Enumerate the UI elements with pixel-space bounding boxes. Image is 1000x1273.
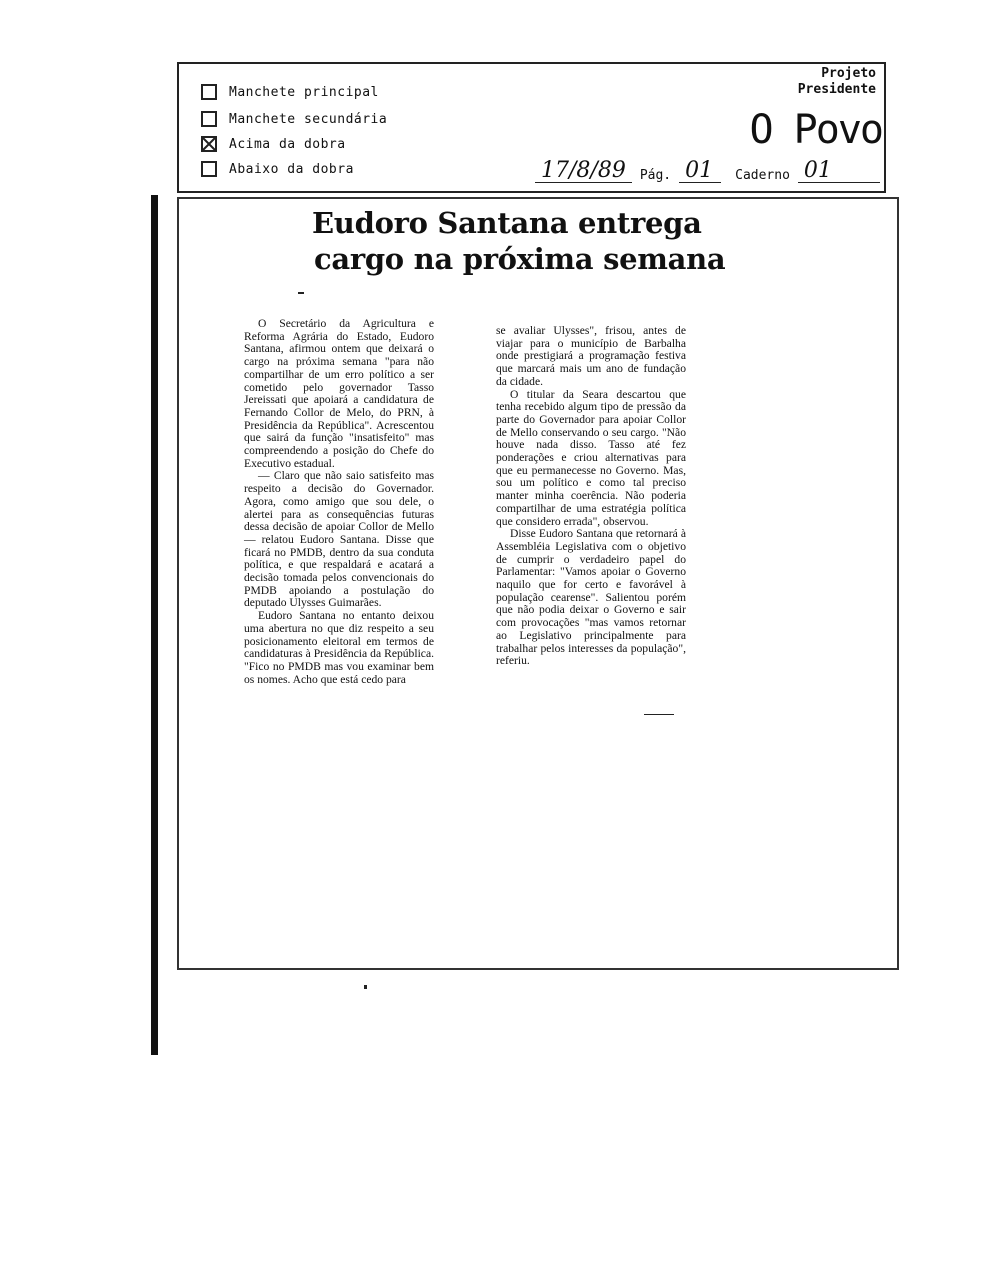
handwritten-section: 01 (798, 160, 880, 183)
headline-line-2: cargo na próxima semana (314, 242, 726, 276)
checkbox-row-below-fold[interactable] (201, 158, 354, 180)
newspaper-name: O Povo (749, 107, 882, 153)
checkbox-icon[interactable] (201, 161, 217, 177)
article-headline (312, 205, 732, 277)
checkbox-label: Manchete principal (229, 84, 379, 100)
paragraph: Eudoro Santana no entanto deixou uma abertura no que diz respeito a seu posicionamento eleitoral em termos de candidaturas à Presidência da República. "Fico no PMDB mas vou examinar bem os nomes. Acho que está cedo para (244, 609, 434, 686)
scan-speck (364, 985, 367, 989)
checkbox-row-above-fold[interactable] (201, 133, 346, 155)
checkbox-row-main-headline[interactable] (201, 81, 379, 103)
clipping-header (177, 62, 886, 193)
article-column-1 (244, 318, 434, 686)
handwritten-page: 01 (679, 160, 721, 183)
checkbox-row-secondary-headline[interactable] (201, 108, 387, 130)
headline-line-1: Eudoro Santana entrega (312, 206, 702, 240)
paragraph: — Claro que não saio satisfeito mas respeito a decisão do Governador. Agora, como amigo que sou dele, o alertei para as consequências futuras dessa decisão de apoiar Collor de Mello — relatou Eudoro Santana. Disse que ficará no PMDB, dentro da sua conduta política, e que respaldará e acatará a decisão tomada pelos convencionais do PMDB apoiando a postulação do deputado Ulysses Guimarães. (244, 469, 434, 610)
project-label (798, 66, 876, 98)
scan-speck (298, 292, 304, 294)
checkbox-label: Acima da dobra (229, 136, 346, 152)
article-column-2 (496, 325, 686, 668)
paragraph: Disse Eudoro Santana que retornará à Assembléia Legislativa com o objetivo de cumprir o verdadeiro papel do Parlamentar: "Vamos apoiar o Governo naquilo que for certo e favorável à população cearense". Salientou porém que não podia deixar o Governo e sair com provocações "mas vamos retornar ao Legislativo principalmente para trabalhar pelos interesses da população", referiu. (496, 527, 686, 668)
checkbox-icon[interactable] (201, 111, 217, 127)
date-page-line (535, 160, 880, 183)
page-label: Pág. (639, 168, 672, 183)
scan-edge-bar (151, 195, 158, 1055)
paragraph: se avaliar Ulysses", frisou, antes de viajar para o município de Barbalha onde prestigiará a programação festiva que marcará mais um ano de fundação da cidade. (496, 324, 686, 388)
project-line-1: Projeto (821, 66, 876, 81)
paragraph: O titular da Seara descartou que tenha recebido algum tipo de pressão da parte do Governador para apoiar Collor de Mello conservando o seu cargo. "Não houve nada disso. Tasso até fez ponderações e criou alternativas para que eu permanecesse no Governo. Mas, sou um político e como tal preciso manter minha coerência. Não poderia compartilhar de uma estratégia política que considero errada", observou. (496, 387, 686, 528)
scan-speck (644, 714, 674, 715)
checked-box-icon[interactable] (201, 136, 217, 152)
project-line-2: Presidente (797, 82, 876, 97)
section-label: Caderno (735, 168, 790, 183)
paragraph: O Secretário da Agricultura e Reforma Agrária do Estado, Eudoro Santana, afirmou ontem que deixará o cargo na próxima semana "para não compartilhar de um erro político a ser cometido pelo governador Tasso Jereissati que apoiará a candidatura de Fernando Collor de Melo, do PRN, à Presidência da República". Acrescentou que sairá da função "insatisfeito" mas compreendendo a posição do Chefe do Executivo estadual. (244, 317, 434, 470)
checkbox-label: Manchete secundária (229, 111, 388, 127)
checkbox-icon[interactable] (201, 84, 217, 100)
handwritten-date: 17/8/89 (535, 160, 632, 183)
checkbox-label: Abaixo da dobra (229, 161, 354, 177)
